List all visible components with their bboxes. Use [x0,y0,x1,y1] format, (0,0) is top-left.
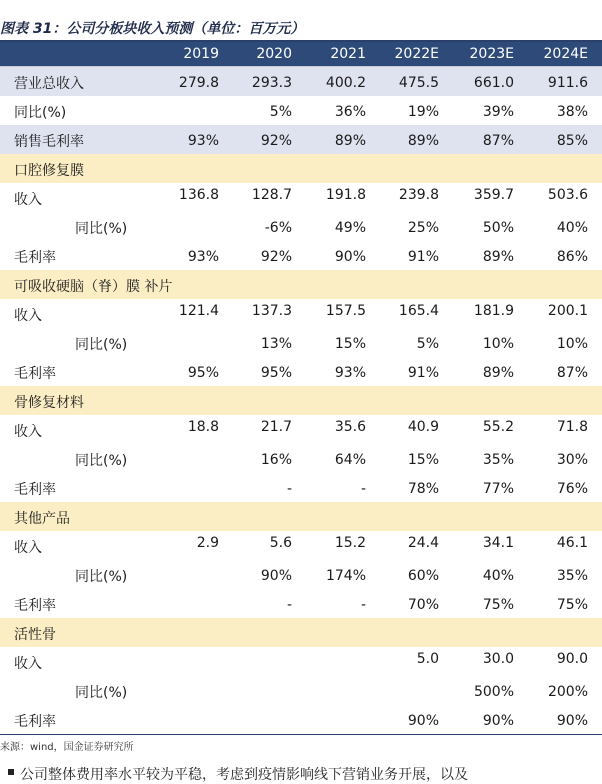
table-row [0,299,602,328]
table-cell: 137.3 [251,303,292,319]
table-cell: 16% [260,452,292,468]
table-cell: 95% [260,365,292,381]
row-label: 收入 [14,540,42,556]
table-cell: 359.7 [473,187,514,203]
table-cell: 91% [407,249,439,265]
row-label: 毛利率 [14,250,56,266]
table-cell: 60% [407,568,439,584]
table-cell: 293.3 [251,75,292,91]
table-cell: 5% [269,104,292,120]
table-cell: 71.8 [556,419,588,435]
table-cell: 13% [260,336,292,352]
column-header: 2024E [543,46,588,62]
table-cell: - [360,597,366,613]
row-label: 收入 [14,192,42,208]
table-row [0,328,602,357]
source-note: 来源：wind，国金证券研究所 [0,742,134,753]
table-cell: 85% [556,133,588,149]
table-cell: 89% [407,133,439,149]
column-header: 2022E [394,46,439,62]
row-label: 销售毛利率 [14,134,84,150]
table-row [0,415,602,444]
row-label: 同比(%) [14,105,67,121]
table-cell: 35.6 [334,419,366,435]
section-header-row [0,502,602,531]
table-cell: 91% [407,365,439,381]
table-row [0,473,602,502]
table-row [0,125,602,154]
table-row [0,444,602,473]
table-row [0,357,602,386]
table-cell: 239.8 [398,187,439,203]
row-label: 其他产品 [14,511,70,527]
table-cell: 90% [334,249,366,265]
table-cell: 10% [482,336,514,352]
table-cell: 500% [473,684,514,700]
table-cell: 24.4 [407,535,439,551]
table-cell: 25% [407,220,439,236]
table-cell: 39% [482,104,514,120]
table-cell: - [360,481,366,497]
row-label: 口腔修复膜 [14,163,84,179]
table-row [0,589,602,618]
table-cell: -6% [264,220,292,236]
table-cell: 90% [407,713,439,729]
row-label: 活性骨 [14,627,56,643]
row-label: 同比(%) [75,337,128,353]
table-cell: 89% [482,249,514,265]
body-paragraph: 公司整体费用率水平较为平稳，考虑到疫情影响线下营销业务开展，以及 [20,767,468,783]
table-cell: 30.0 [482,651,514,667]
table-cell: 92% [260,133,292,149]
section-header-row [0,386,602,415]
table-cell: 49% [334,220,366,236]
table-row [0,676,602,705]
row-label: 同比(%) [75,569,128,585]
table-cell: 279.8 [178,75,219,91]
table-cell: 165.4 [398,303,439,319]
table-cell: 93% [334,365,366,381]
table-cell: 70% [407,597,439,613]
table-cell: 157.5 [325,303,366,319]
column-header: 2023E [469,46,514,62]
table-cell: 18.8 [187,419,219,435]
table-cell: 64% [334,452,366,468]
table-header-row [0,42,602,66]
table-row [0,241,602,270]
table-cell: 10% [556,336,588,352]
table-cell: 15% [407,452,439,468]
row-label: 收入 [14,656,42,672]
table-cell: 93% [187,249,219,265]
table-cell: 90% [482,713,514,729]
table-cell: 34.1 [482,535,514,551]
bullet-icon [8,769,14,775]
table-cell: - [286,481,292,497]
table-cell: 5.0 [416,651,439,667]
column-header: 2021 [330,46,366,62]
table-cell: 15.2 [334,535,366,551]
table-cell: 95% [187,365,219,381]
section-header-row [0,618,602,647]
table-cell: 5% [416,336,439,352]
table-cell: 46.1 [556,535,588,551]
table-row [0,183,602,212]
table-cell: 911.6 [547,75,588,91]
table-row [0,647,602,676]
row-label: 同比(%) [75,221,128,237]
row-label: 骨修复材料 [14,395,84,411]
section-header-row [0,154,602,183]
table-row [0,531,602,560]
table-cell: 90% [556,713,588,729]
row-label: 同比(%) [75,453,128,469]
table-cell: 50% [482,220,514,236]
row-label: 可吸收硬脑（脊）膜 补片 [14,279,173,295]
table-cell: 40.9 [407,419,439,435]
table-row [0,560,602,589]
table-cell: 181.9 [473,303,514,319]
table-body [0,66,602,734]
table-cell: 87% [482,133,514,149]
table-cell: 30% [556,452,588,468]
table-cell: 136.8 [178,187,219,203]
table-cell: 21.7 [260,419,292,435]
table-cell: 128.7 [251,187,292,203]
table-cell: 77% [482,481,514,497]
row-label: 营业总收入 [14,76,84,92]
row-label: 收入 [14,308,42,324]
table-cell: 92% [260,249,292,265]
figure-title-bar [0,0,602,42]
figure-title: 图表 31：公司分板块收入预测（单位：百万元） [0,21,305,37]
table-cell: 15% [334,336,366,352]
revenue-forecast-table [0,42,602,734]
table-cell: 78% [407,481,439,497]
table-cell: 38% [556,104,588,120]
table-cell: 35% [556,568,588,584]
row-label: 同比(%) [75,685,128,701]
table-cell: 475.5 [398,75,439,91]
table-cell: 55.2 [482,419,514,435]
table-cell: 89% [482,365,514,381]
table-cell: 40% [556,220,588,236]
table-cell: 90% [260,568,292,584]
table-cell: 35% [482,452,514,468]
table-cell: 174% [325,568,366,584]
table-cell: 75% [482,597,514,613]
row-label: 收入 [14,424,42,440]
table-row [0,705,602,734]
section-header-row [0,270,602,299]
column-header: 2020 [256,46,292,62]
table-cell: 121.4 [178,303,219,319]
table-cell: 89% [334,133,366,149]
table-cell: 93% [187,133,219,149]
table-cell: 2.9 [196,535,219,551]
row-label: 毛利率 [14,366,56,382]
table-cell: 661.0 [473,75,514,91]
table-cell: - [286,597,292,613]
table-cell: 200.1 [547,303,588,319]
table-cell: 191.8 [325,187,366,203]
table-row [0,96,602,125]
table-cell: 400.2 [325,75,366,91]
table-cell: 90.0 [556,651,588,667]
table-row [0,66,602,96]
table-cell: 19% [407,104,439,120]
table-row [0,212,602,241]
row-label: 毛利率 [14,482,56,498]
row-label: 毛利率 [14,598,56,614]
table-cell: 75% [556,597,588,613]
column-header: 2019 [183,46,219,62]
table-cell: 503.6 [547,187,588,203]
table-cell: 5.6 [269,535,292,551]
table-cell: 40% [482,568,514,584]
table-cell: 87% [556,365,588,381]
row-label: 毛利率 [14,714,56,730]
table-cell: 86% [556,249,588,265]
table-cell: 200% [547,684,588,700]
table-cell: 76% [556,481,588,497]
table-cell: 36% [334,104,366,120]
table-bottom-rule [0,734,602,735]
